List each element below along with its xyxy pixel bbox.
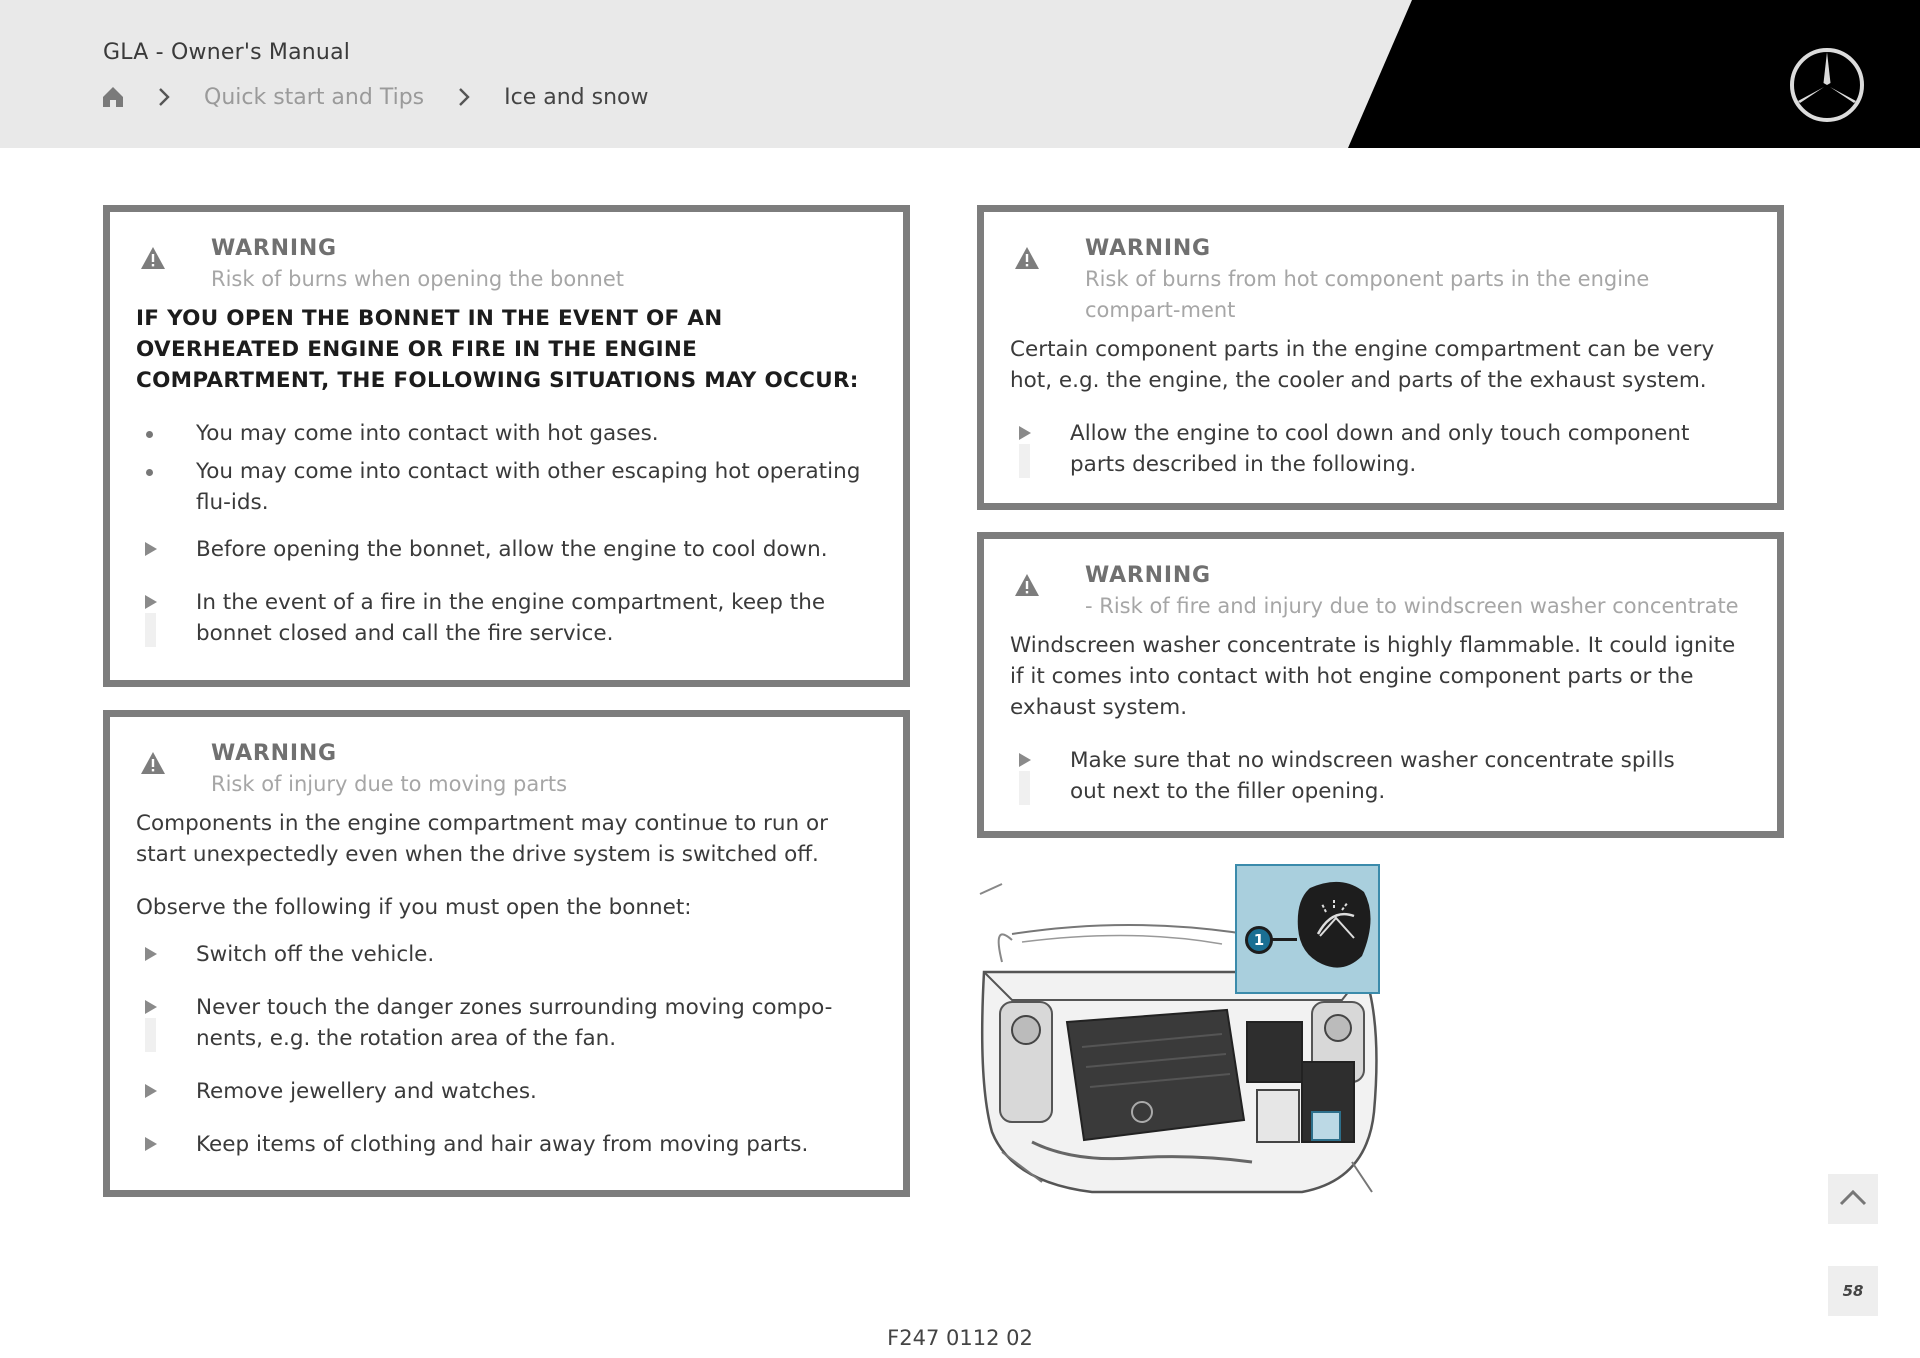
action-arrow-icon [145,947,157,961]
action-arrow-icon [145,542,157,556]
warning-title: WARNING [211,236,337,261]
warning-triangle-icon [140,246,166,270]
bullet-list [136,418,877,518]
washer-callout-panel [1235,864,1380,994]
warning-paragraph: Components in the engine compartment may continue to run or start unexpectedly even when the drive system is switched off. [136,811,828,867]
warning-box-hot-parts [977,205,1784,510]
breadcrumb-link-quick-start[interactable]: Quick start and Tips [204,84,425,110]
bullet-dot-icon [146,431,153,438]
warning-paragraph: Observe the following if you must open the bonnet: [136,895,692,920]
warning-triangle-icon [140,751,166,775]
action-arrow-icon [145,595,157,609]
action-arrow-icon [145,1137,157,1151]
chevron-right-icon [152,85,176,109]
action-list [136,939,877,1160]
bullet-dot-icon [146,469,153,476]
warning-title: WARNING [1085,563,1211,588]
warning-paragraph: Certain component parts in the engine compartment can be very hot, e.g. the engine, the cooler and parts of the exhaust system. [1010,337,1715,393]
action-item: Switch off the vehicle. [136,939,877,970]
warning-box-washer-concentrate [977,532,1784,838]
action-list [1010,745,1751,807]
mercedes-star-logo [1788,46,1866,124]
action-item: Keep items of clothing and hair away from moving parts. [136,1129,877,1160]
action-item: Before opening the bonnet, allow the engine to cool down. [136,534,877,565]
page-number: 58 [1842,1282,1864,1300]
warning-paragraph: Windscreen washer concentrate is highly flammable. It could ignite if it comes into contact with hot engine component parts or the exhaust system. [1010,633,1736,720]
action-list [1010,418,1751,480]
warning-triangle-icon [1014,246,1040,270]
list-item: You may come into contact with other escaping hot operating flu-ids. [136,456,877,518]
warning-subtitle: Risk of burns when opening the bonnet [211,267,624,291]
warning-box-bonnet-burns [103,205,910,687]
action-item: Never touch the danger zones surrounding moving compo-nents, e.g. the rotation area of the fan. [136,992,877,1054]
washer-fluid-icon [1292,878,1374,974]
action-item: In the event of a fire in the engine compartment, keep the bonnet closed and call the fire service. [136,587,877,649]
warning-box-moving-parts [103,710,910,1197]
action-arrow-icon [145,1000,157,1014]
action-list [136,534,877,649]
warning-title: WARNING [211,741,337,766]
warning-subtitle: Risk of burns from hot component parts in the engine compart-ment [1085,267,1650,322]
figure-id: F247 0112 02 [887,1326,1033,1350]
page-number-button[interactable] [1828,1266,1878,1316]
chevron-up-icon [1838,1187,1868,1211]
home-icon[interactable] [100,84,126,110]
list-item: You may come into contact with hot gases. [136,418,877,449]
warning-triangle-icon [1014,573,1040,597]
chevron-right-icon [452,85,476,109]
action-item: Make sure that no windscreen washer concentrate spills out next to the filler opening. [1010,745,1751,807]
warning-title: WARNING [1085,236,1211,261]
action-item: Allow the engine to cool down and only touch component parts described in the following. [1010,418,1751,480]
action-item: Remove jewellery and watches. [136,1076,877,1107]
action-arrow-icon [1019,753,1031,767]
scroll-to-top-button[interactable] [1828,1174,1878,1224]
warning-subtitle: Risk of injury due to moving parts [211,772,568,796]
breadcrumb-current: Ice and snow [504,84,649,110]
callout-connector-line [1269,938,1297,941]
engine-compartment-illustration [972,862,1392,1194]
callout-number-badge: 1 [1245,926,1273,954]
warning-subtitle: - Risk of fire and injury due to windscreen washer concentrate [1085,594,1739,618]
action-arrow-icon [1019,426,1031,440]
warning-caps-text: IF YOU OPEN THE BONNET IN THE EVENT OF AN OVERHEATED ENGINE OR FIRE IN THE ENGINE COMPARTMENT, THE FOLLOWING SITUATIONS MAY OCCUR: [136,306,859,393]
action-arrow-icon [145,1084,157,1098]
breadcrumb [100,80,648,114]
document-title: GLA - Owner's Manual [103,40,351,65]
